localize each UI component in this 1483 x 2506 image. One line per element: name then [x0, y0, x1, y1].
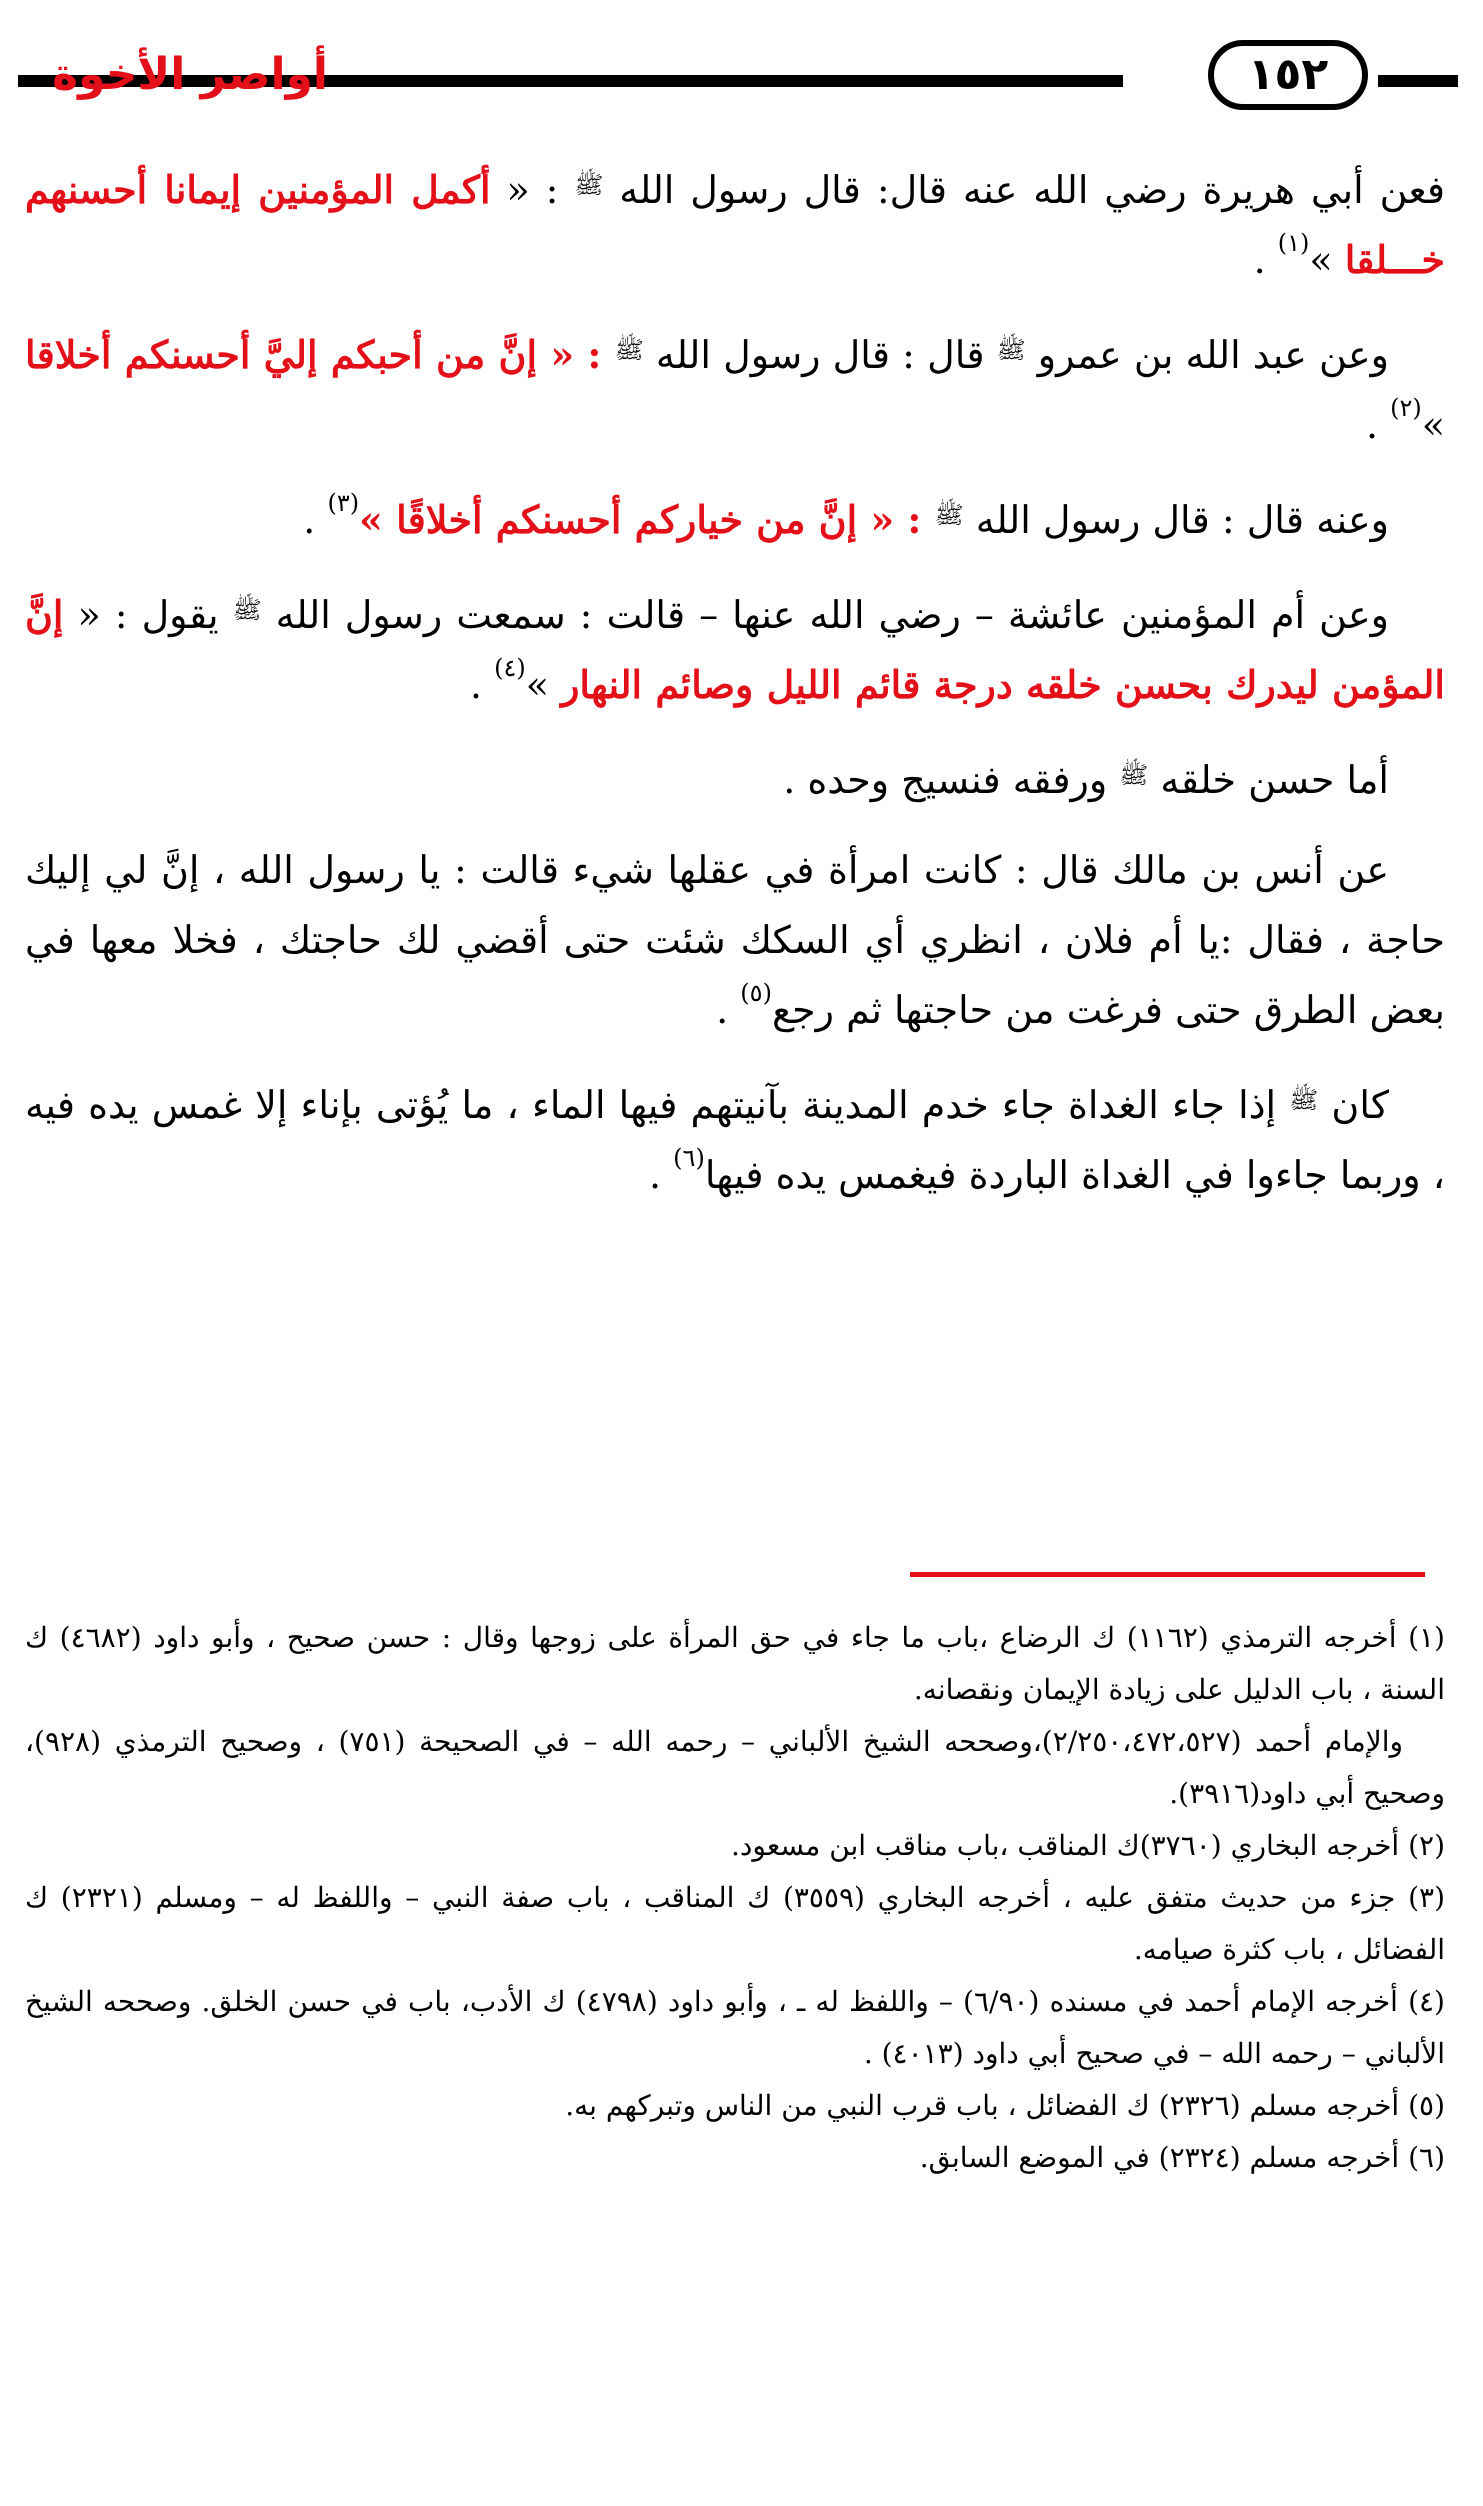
salutation-glyph: ﷺ	[996, 336, 1026, 364]
hadith-quote: أكمل المؤمنين إيمانا أحسنهم خـــلقا	[25, 167, 1445, 282]
paragraph-ibn-amr	[25, 315, 1445, 460]
page-header	[18, 28, 1458, 128]
footnote-1-continued: والإمام أحمد (٢/٢٥٠،٤٧٢،٥٢٧)،وصححه الشيخ الألباني – رحمه الله – في الصحيحة (٧٥١) ، وصحيح الترمذي (٩٢٨)، وصحيح أبي داود(٣٩١٦).	[25, 1725, 1445, 1810]
quote-close: »	[359, 497, 397, 542]
footnote-marker: (٤)	[494, 654, 526, 682]
hadith-quote: إنَّ من خياركم أحسنكم أخلاقًا	[396, 497, 858, 542]
hadith-quote: إنَّ المؤمن ليدرك بحسن خلقه درجة قائم الليل وصائم النهار	[25, 592, 1445, 707]
quote-close: »	[1309, 238, 1345, 282]
footnote-1: (١) أخرجه الترمذي (١١٦٢) ك الرضاع ،باب ما جاء في حق المرأة على زوجها وقال : حسن صحيح ، وأبو داود (٤٦٨٢) ك السنة ، باب الدليل على زيادة الإيمان ونقصانه.	[25, 1621, 1445, 1706]
paragraph-text: عن أنس بن مالك قال : كانت امرأة في عقلها شيء قالت : يا رسول الله ، إنَّ لي إليك حاجة ، فقال :يا أم فلان ، انظري أي السكك شئت حتى أقضي لك حاجتك ، فخلا معها في بعض الطرق حتى فرغت من حاجتها ثم رجع	[25, 848, 1445, 1032]
salutation-glyph: ﷺ	[934, 501, 964, 529]
quote-open: يقول : «	[63, 593, 233, 637]
footnote-marker: (٣)	[327, 489, 360, 517]
salutation-glyph: ﷺ	[574, 171, 604, 199]
page-number: ١٥٢	[1247, 49, 1329, 100]
salutation-glyph: ﷺ	[1289, 1086, 1319, 1114]
footnote-marker: (٦)	[673, 1144, 705, 1172]
hadith-quote: إنَّ من أحبكم إليَّ أحسنكم أخلاقا	[25, 332, 538, 377]
salutation-glyph: ﷺ	[614, 336, 644, 364]
paragraph-end: .	[649, 1153, 674, 1197]
footnote-5: (٥) أخرجه مسلم (٢٣٢٦) ك الفضائل ، باب قرب النبي من الناس وتبركهم به.	[565, 2089, 1445, 2122]
paragraph-abu-hurayra	[25, 150, 1445, 295]
book-title: أواصر الأخوة	[52, 49, 328, 100]
paragraph-text: وعن أم المؤمنين عائشة – رضي الله عنها – قالت : سمعت رسول الله	[261, 593, 1389, 637]
footnote-2: (٢) أخرجه البخاري (٣٧٦٠)ك المناقب ،باب مناقب ابن مسعود.	[730, 1829, 1445, 1862]
quote-close: »	[1421, 403, 1445, 447]
paragraph-text: وعن عبد الله بن عمرو	[1025, 333, 1389, 377]
salutation-glyph: ﷺ	[1119, 761, 1149, 789]
footnote-marker: (٥)	[740, 979, 772, 1007]
paragraph-end: .	[1365, 403, 1391, 447]
quote-close: »	[525, 663, 562, 707]
footnote-marker: (٢)	[1390, 394, 1422, 422]
footnote-4: (٤) أخرجه الإمام أحمد في مسنده (٦/٩٠) – واللفظ له ـ ، وأبو داود (٤٧٩٨) ك الأدب، باب في حسن الخلق. وصححه الشيخ الألباني – رحمه الله – في صحيح أبي داود (٤٠١٣) .	[25, 1985, 1445, 2070]
footnote-3: (٣) جزء من حديث متفق عليه ، أخرجه البخاري (٣٥٥٩) ك المناقب ، باب صفة النبي – واللفظ له – ومسلم (٢٣٢١) ك الفضائل ، باب كثرة صيامه.	[25, 1881, 1446, 1966]
paragraph-end: ورفقه فنسيج وحده .	[783, 758, 1120, 802]
paragraph-husn-khuluq	[25, 740, 1445, 815]
paragraph-end: .	[303, 498, 328, 542]
paragraph-text: إذا جاء الغداة جاء خدم المدينة بآنيتهم فيها الماء ، ما يُؤتى بإناء إلا غمس يده فيه ، وربما جاءوا في الغداة الباردة فيغمس يده فيها	[25, 1083, 1445, 1197]
paragraph-aisha	[25, 575, 1445, 720]
quote-open: : «	[490, 168, 575, 212]
page-number-badge	[1208, 40, 1368, 110]
paragraph-text: كان	[1318, 1083, 1389, 1127]
paragraph-text: وعنه قال : قال رسول الله	[963, 498, 1389, 542]
paragraph-text: فعن أبي هريرة رضي الله عنه قال: قال رسول الله	[603, 168, 1445, 212]
paragraph-anas	[25, 835, 1445, 1045]
header-rule-end	[1378, 75, 1458, 87]
footnote-separator	[910, 1572, 1425, 1577]
footnote-6: (٦) أخرجه مسلم (٢٣٢٤) في الموضع السابق.	[919, 2141, 1445, 2174]
quote-open: : «	[857, 497, 935, 542]
paragraph-text: قال : قال رسول الله	[643, 333, 997, 377]
footnotes	[25, 1612, 1445, 2184]
quote-open: : «	[537, 332, 615, 377]
paragraph-ghada	[25, 1065, 1445, 1210]
paragraph-end: .	[469, 663, 495, 707]
paragraph-end: .	[716, 988, 741, 1032]
salutation-glyph: ﷺ	[232, 596, 262, 624]
paragraph-wa-anhu	[25, 480, 1445, 555]
paragraph-end: .	[1253, 238, 1278, 282]
paragraph-text: أما حسن خلقه	[1148, 758, 1389, 802]
footnote-marker: (١)	[1277, 229, 1310, 257]
main-text	[25, 150, 1445, 1230]
